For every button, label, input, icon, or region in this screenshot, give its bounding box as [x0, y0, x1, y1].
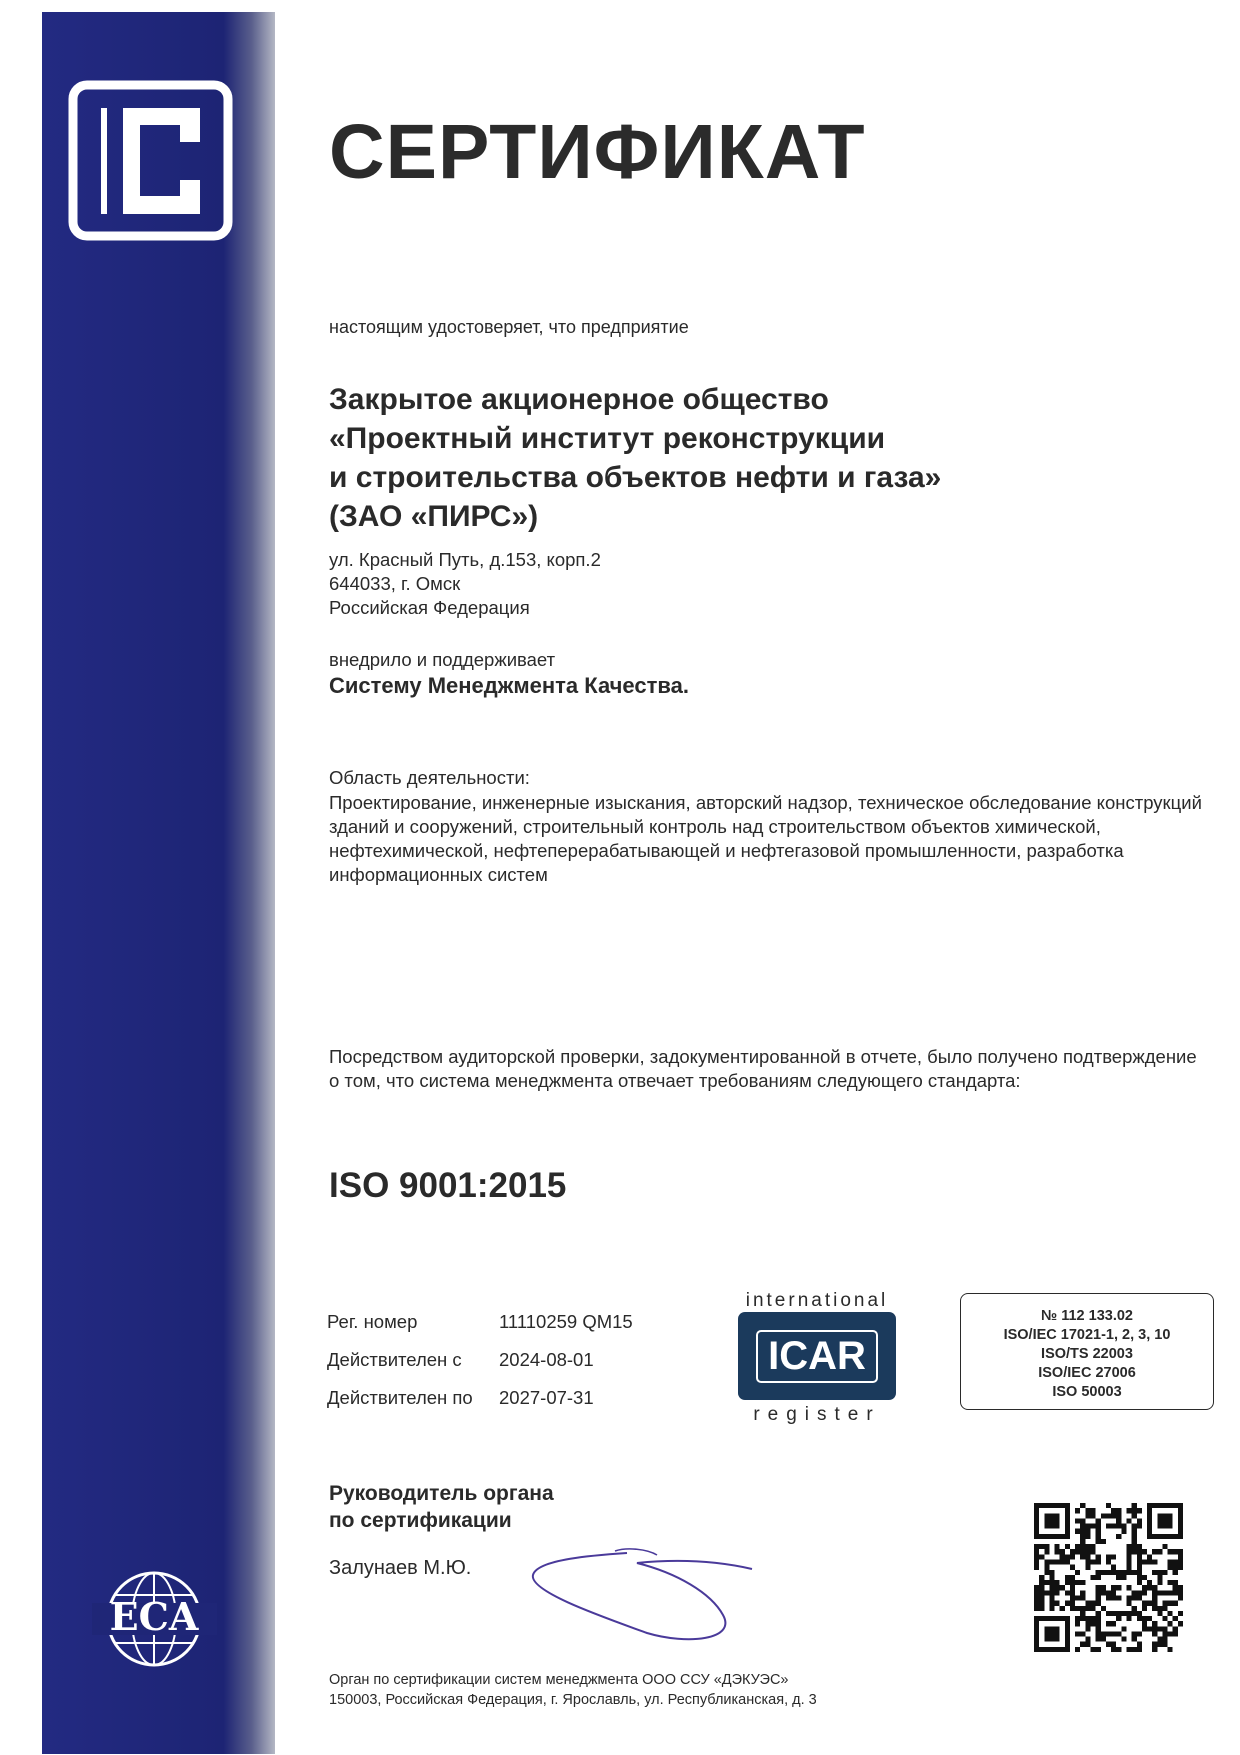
scope-text: Проектирование, инженерные изыскания, авторский надзор, техническое обследование конструкций зданий и сооружений, строительный контроль над строительством объектов химической, нефтехимической, нефтеперерабатывающей и нефтегазовой промышленности, разработка информационных систем: [329, 792, 1202, 885]
audit-text: Посредством аудиторской проверки, задокументированной в отчете, было получено подтверждение о том, что система менеджмента отвечает требованиям следующего стандарта:: [329, 1046, 1197, 1091]
accreditation-line: ISO/IEC 27006: [1038, 1365, 1136, 1381]
signature: [527, 1545, 772, 1645]
company-address: ул. Красный Путь, д.153, корп.2 644033, г. Омск Российская Федерация: [329, 549, 601, 618]
intro-text: настоящим удостоверяет, что предприятие: [329, 317, 689, 337]
implemented-text: внедрило и поддерживает: [329, 649, 556, 670]
signer-name: Залунаев М.Ю.: [329, 1557, 472, 1579]
registration-value: 2027-07-31: [499, 1387, 594, 1408]
head-title: Руководитель органа по сертификации: [329, 1482, 554, 1532]
registration-row: [327, 1341, 633, 1379]
icar-bottom-text: register: [753, 1404, 881, 1425]
icar-main-text: ICAR: [756, 1330, 878, 1383]
accreditation-box: [960, 1293, 1214, 1410]
scope-label: Область деятельности:: [329, 767, 530, 788]
registration-label: Рег. номер: [327, 1311, 418, 1332]
accreditation-line: ISO/IEC 17021-1, 2, 3, 10: [1003, 1327, 1171, 1343]
registration-row: [327, 1303, 633, 1341]
registration-block: [327, 1303, 633, 1417]
accreditation-line: ISO 50003: [1052, 1384, 1122, 1400]
icar-logo: [734, 1290, 900, 1426]
icar-badge: [738, 1312, 896, 1400]
eca-logo: [92, 1563, 217, 1675]
system-name: Систему Менеджмента Качества.: [329, 673, 689, 698]
footer-text: Орган по сертификации систем менеджмента ООО ССУ «ДЭКУЭС» 150003, Российская Федерация, г. Ярославль, ул. Республиканская, д. 3: [329, 1672, 817, 1708]
qr-code-icon: [1034, 1503, 1183, 1652]
registration-value: 11110259 QM15: [499, 1311, 633, 1332]
certificate-title: СЕРТИФИКАТ: [329, 109, 866, 195]
registration-label: Действителен по: [327, 1387, 473, 1408]
icar-top-text: international: [745, 1290, 889, 1311]
registration-value: 2024-08-01: [499, 1349, 594, 1370]
company-name: Закрытое акционерное общество «Проектный институт реконструкции и строительства объектов нефти и газа» (ЗАО «ПИРС»): [329, 383, 942, 533]
registration-label: Действителен с: [327, 1349, 462, 1370]
side-band: [42, 12, 275, 1754]
registration-row: [327, 1379, 633, 1417]
cs-logo-icon: [68, 80, 233, 241]
standard-name: ISO 9001:2015: [329, 1166, 567, 1205]
accreditation-line: № 112 133.02: [1041, 1308, 1133, 1324]
eca-text: ECA: [109, 1594, 199, 1639]
accreditation-line: ISO/TS 22003: [1041, 1346, 1133, 1362]
